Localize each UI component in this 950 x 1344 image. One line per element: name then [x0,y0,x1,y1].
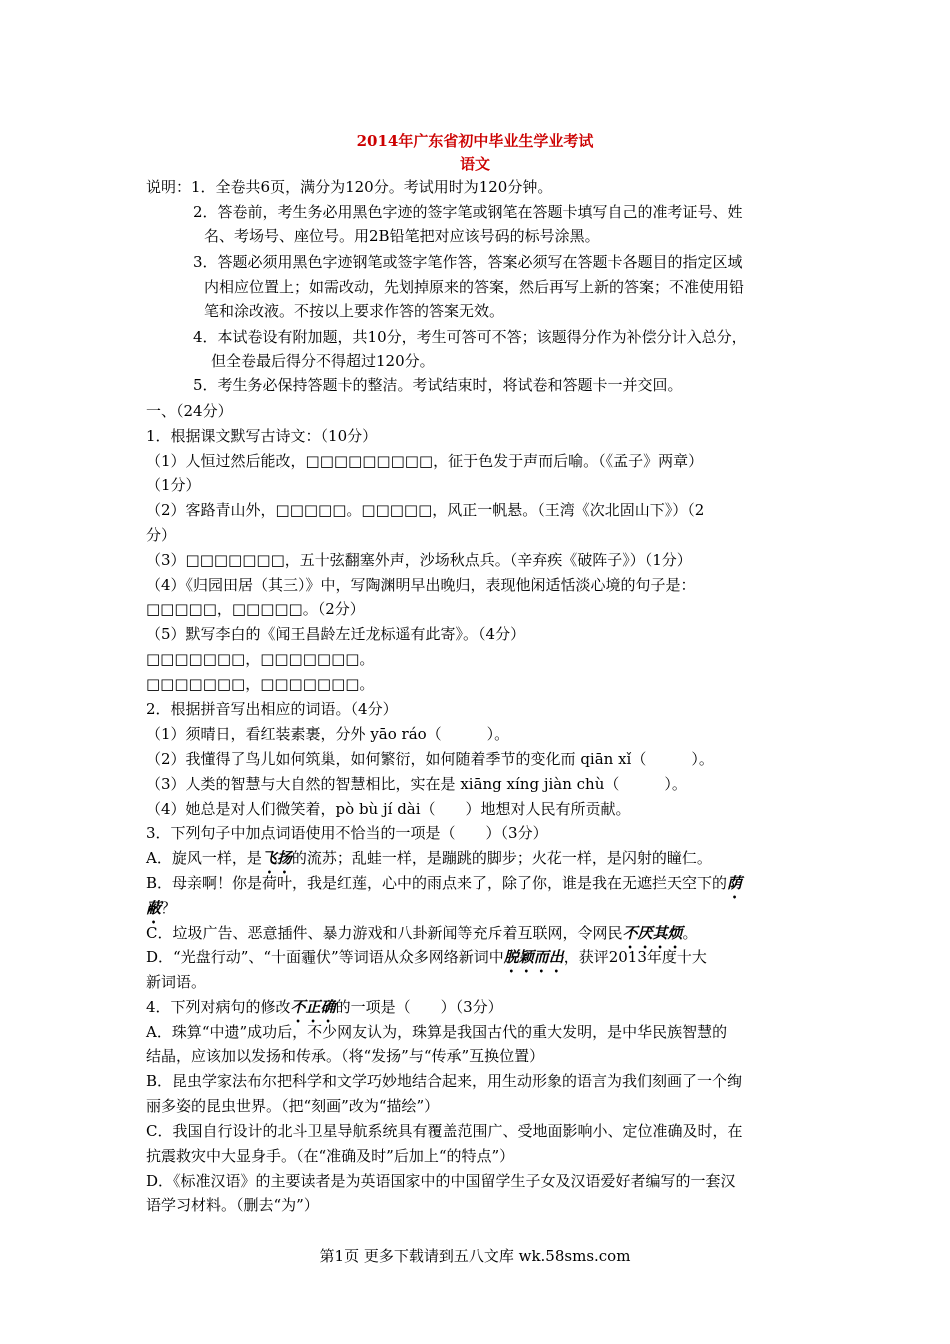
option-line: D．《标准汉语》的主要读者是为英语国家中的中国留学生子女及汉语爱好者编写的一套汉 [146,1172,736,1190]
dotted-word: 荫 [727,874,743,892]
option-d-cont: 新词语。 [146,973,207,991]
dotted-word: 不正确 [290,998,336,1016]
question-stem: 1．根据课文默写古诗文：（10分） [146,427,378,445]
question-line: □□□□□，□□□□□。（2分） [146,600,365,618]
question-line: □□□□□□□，□□□□□□□。 [146,675,375,693]
dotted-word: 脱颖而出 [503,948,564,966]
question-line: □□□□□□□，□□□□□□□。 [146,650,375,668]
question-line: （2）客路青山外，□□□□□。□□□□□，风正一帆悬。（王湾《次北固山下》）（2 [146,501,705,519]
option-line: 语学习材料。（删去“为”） [146,1196,319,1214]
exam-subject: 语文 [459,155,490,173]
option-text: B．母亲啊！你是荷叶，我是红莲，心中的雨点来了，除了你，谁是我在无遮拦天空下的 [146,874,728,892]
instruction-line: 4．本试卷设有附加题，共10分，考生可答可不答；该题得分作为补偿分计入总分， [193,328,747,346]
stem-text: 4．下列对病句的修改 [146,998,291,1016]
option-text: 的流苏；乱蛙一样，是蹦跳的脚步；火花一样，是闪射的瞳仁。 [291,849,712,867]
question-line: （1）人恒过然后能改，□□□□□□□□□，征于色发于声而后喻。（《孟子》两章） [146,452,704,470]
dotted-word: 飞扬 [261,849,292,867]
option-line: 丽多姿的昆虫世界。（把“刻画”改为“描绘”） [146,1097,440,1115]
option-b [146,872,742,902]
option-text: A．旋风一样，是 [146,849,262,867]
option-text: 。 [682,924,698,942]
option-text: ？ [161,899,177,917]
option-line: A．珠算“中遗”成功后，不少网友认为，珠算是我国古代的重大发明，是中华民族智慧的 [146,1023,728,1041]
question-line: （1分） [146,476,201,494]
option-text: D．“光盘行动”、“十面霾伏”等词语从众多网络新词中 [146,948,504,966]
question-line: （2）我懂得了鸟儿如何筑巢，如何繁衍，如何随着季节的变化而 qiān xǐ（ ）。 [146,750,714,768]
instruction-line: 内相应位置上；如需改动，先划掉原来的答案，然后再写上新的答案；不准使用铅 [204,278,745,296]
stem-text: 的一项是（ ）（3分） [335,998,503,1016]
question-stem: 2．根据拼音写出相应的词语。（4分） [146,700,398,718]
instruction-line: 5．考生务必保持答题卡的整洁。考试结束时，将试卷和答题卡一并交回。 [193,376,683,394]
dotted-word: 蔽 [146,899,162,917]
dotted-word: 不厌其烦 [622,924,683,942]
question-line: （4）《归园田居（其三）》中，写陶渊明早出晚归，表现他闲适恬淡心境的句子是： [146,576,696,594]
question-line: （4）她总是对人们微笑着，pò bù jí dài（ ）地想对人民有所贡献。 [146,800,631,818]
question-line: （1）须晴日，看红装素裹，分外 yāo ráo（ ）。 [146,725,510,743]
question-stem: 3．下列句子中加点词语使用不恰当的一项是（ ）（3分） [146,824,548,842]
section-heading: 一、（24分） [146,402,233,420]
option-text: C．垃圾广告、恶意插件、暴力游戏和八卦新闻等充斥着互联网，令网民 [146,924,623,942]
instruction-line: 说明：1．全卷共6页，满分为120分。考试用时为120分钟。 [146,178,553,196]
instruction-line: 但全卷最后得分不得超过120分。 [211,352,435,370]
instruction-line: 3．答题必须用黑色字迹钢笔或签字笔作答，答案必须写在答题卡各题目的指定区域 [193,253,743,271]
instruction-line: 名、考场号、座位号。用2B铅笔把对应该号码的标号涂黑。 [204,227,600,245]
option-text: ，获评2013年度十大 [563,948,707,966]
page-footer: 第1页 更多下载请到五八文库 wk.58sms.com [319,1247,631,1265]
question-line: （5）默写李白的《闻王昌龄左迁龙标遥有此寄》。（4分） [146,625,526,643]
option-line: B．昆虫学家法布尔把科学和文学巧妙地结合起来，用生动形象的语言为我们刻画了一个绚 [146,1072,743,1090]
question-line: （3）人类的智慧与大自然的智慧相比，实在是 xiāng xíng jiàn chù（ ）。 [146,775,687,793]
option-line: 抗震救灾中大显身手。（在“准确及时”后加上“的特点”） [146,1147,515,1165]
instruction-line: 2．答卷前，考生务必用黑色字迹的签字笔或钢笔在答题卡填写自己的准考证号、姓 [193,203,743,221]
instruction-line: 笔和涂改液。不按以上要求作答的答案无效。 [204,302,505,320]
exam-title: 2014年广东省初中毕业生学业考试 [356,132,594,150]
option-d [146,946,707,976]
option-line: 结晶，应该加以发扬和传承。（将“发扬”与“传承”互换位置） [146,1047,545,1065]
question-line: （3）□□□□□□□，五十弦翻塞外声，沙场秋点兵。（辛弃疾《破阵子》）（1分） [146,551,692,569]
question-line: 分） [146,526,177,544]
option-line: C．我国自行设计的北斗卫星导航系统具有覆盖范围广、受地面影响小、定位准确及时，在 [146,1122,743,1140]
